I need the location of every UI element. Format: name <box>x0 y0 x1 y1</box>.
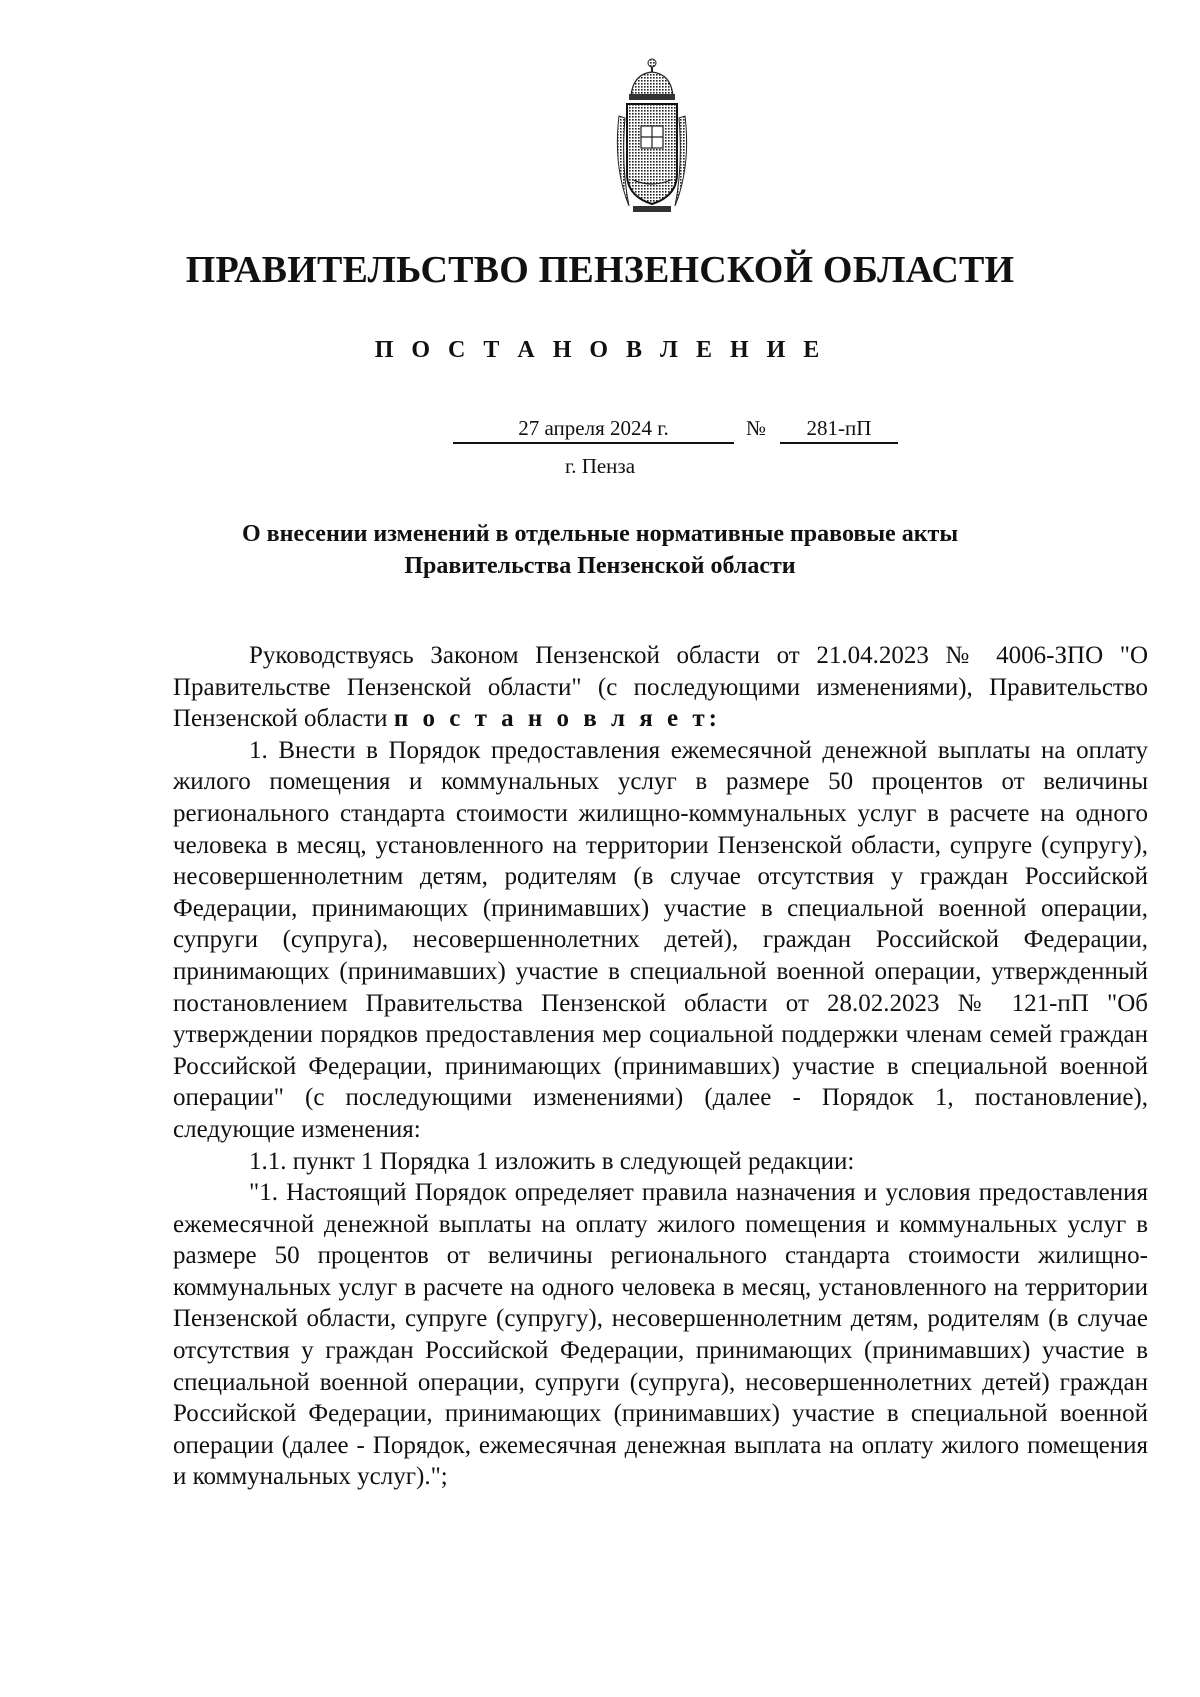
paragraph-quoted-point-1: "1. Настоящий Порядок определяет правила назначения и условия предоставления ежемесячной денежной выплаты на оплату жилого помещения и коммунальных услуг в размере 50 процентов от величины регионального стандарта стоимости жилищно-коммунальных услуг в расчете на одного человека в месяц, установленного на территории Пензенской области, супруге (супругу), несовершеннолетним детям, родителям (в случае отсутствия у граждан Российской Федерации, принимающих (принимавших) участие в специальной военной операции, супруги (супруга), несовершеннолетних детей) граждан Российской Федерации, принимающих (принимавших) участие в специальной военной операции (далее - Порядок, ежемесячная денежная выплата на оплату жилого помещения и коммунальных услуг)."; <box>173 1179 1148 1491</box>
subject-line-1: О внесении изменений в отдельные нормативные правовые акты <box>241 521 959 547</box>
document-date: 27 апреля 2024 г. <box>453 414 734 444</box>
document-type: П О С Т А Н О В Л Е Н И Е <box>374 337 826 363</box>
paragraph-preamble <box>173 640 1148 735</box>
paragraph-item-1: 1. Внести в Порядок предоставления ежемесячной денежной выплаты на оплату жилого помещения и коммунальных услуг в размере 50 процентов от величины регионального стандарта стоимости жилищно-коммунальных услуг в расчете на одного человека в месяц, установленного на территории Пензенской области, супруге (супругу), несовершеннолетним детям, родителям (в случае отсутствия у граждан Российской Федерации, принимающих (принимавших) участие в специальной военной операции, супруги (супруга), несовершеннолетних детей), граждан Российской Федерации, принимающих (принимавших) участие в специальной военной операции, утвержденный постановлением Правительства Пензенской области от 28.02.2023 № 121-пП "Об утверждении порядков предоставления мер социальной поддержки членам семей граждан Российской Федерации, принимающих (принимавших) участие в специальной военной операции" (с последующими изменениями) (далее - Порядок 1, постановление), следующие изменения: <box>173 736 1148 1143</box>
city: г. Пенза <box>564 454 636 478</box>
resolves-keyword: п о с т а н о в л я е т: <box>393 705 722 733</box>
coat-of-arms-icon <box>611 56 693 214</box>
subject-line-2: Правительства Пензенской области <box>404 553 796 579</box>
paragraph-item-1-1: 1.1. пункт 1 Порядка 1 изложить в следующей редакции: <box>249 1147 855 1175</box>
document-subject <box>150 518 1050 582</box>
government-title: ПРАВИТЕЛЬСТВО ПЕНЗЕНСКОЙ ОБЛАСТИ <box>185 249 1015 291</box>
document-body <box>173 640 1148 1493</box>
number-sign: № <box>746 416 767 440</box>
document-number: 281-пП <box>780 414 898 444</box>
preamble-text: Руководствуясь Законом Пензенской области от 21.04.2023 № 4006-ЗПО "О Правительстве Пензенской области" (с последующими изменениями), Правительство Пензенской области <box>173 642 1148 733</box>
